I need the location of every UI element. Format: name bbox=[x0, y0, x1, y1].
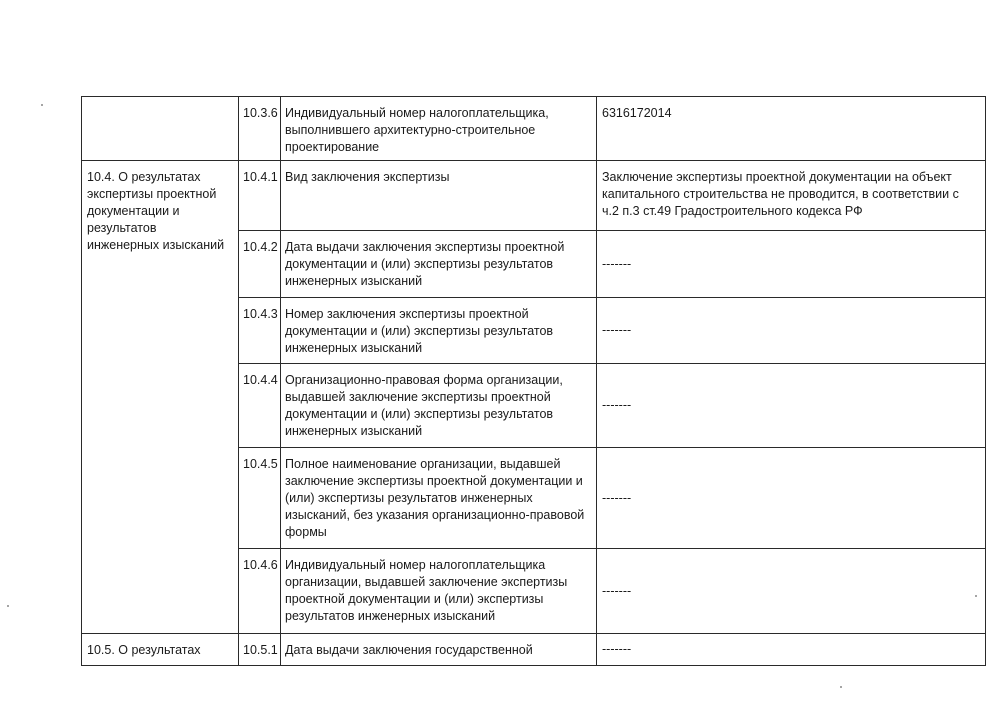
table-row bbox=[82, 161, 986, 231]
scan-speck bbox=[7, 605, 9, 607]
item-number: 10.4.3 bbox=[239, 298, 281, 364]
item-name: Номер заключения экспертизы проектной документации и (или) экспертизы результатов инженерных изысканий bbox=[281, 298, 597, 364]
item-number: 10.4.5 bbox=[239, 448, 281, 549]
item-number: 10.3.6 bbox=[239, 97, 281, 161]
item-number: 10.4.6 bbox=[239, 549, 281, 634]
item-number: 10.4.4 bbox=[239, 364, 281, 448]
item-value: ------- bbox=[597, 364, 986, 448]
item-number: 10.4.1 bbox=[239, 161, 281, 231]
item-name: Индивидуальный номер налогоплательщика, выполнившего архитектурно-строительное проектирование bbox=[281, 97, 597, 161]
item-number: 10.4.2 bbox=[239, 231, 281, 298]
section-cell bbox=[82, 97, 239, 161]
scan-speck bbox=[840, 686, 842, 688]
item-name: Индивидуальный номер налогоплательщика организации, выдавшей заключение экспертизы проектной документации и (или) экспертизы результатов инженерных изысканий bbox=[281, 549, 597, 634]
item-number: 10.5.1 bbox=[239, 634, 281, 666]
item-value: ------- bbox=[597, 448, 986, 549]
item-name: Дата выдачи заключения государственной bbox=[281, 634, 597, 666]
table-row bbox=[82, 97, 986, 161]
item-name: Дата выдачи заключения экспертизы проектной документации и (или) экспертизы результатов инженерных изысканий bbox=[281, 231, 597, 298]
scan-speck bbox=[41, 104, 43, 106]
item-name: Полное наименование организации, выдавшей заключение экспертизы проектной документации и (или) экспертизы результатов инженерных изысканий, без указания организационно-правовой формы bbox=[281, 448, 597, 549]
item-value: ------- bbox=[597, 231, 986, 298]
item-value: 6316172014 bbox=[597, 97, 986, 161]
item-value: ------- bbox=[597, 298, 986, 364]
item-name: Организационно-правовая форма организации, выдавшей заключение экспертизы проектной документации и (или) экспертизы результатов инженерных изысканий bbox=[281, 364, 597, 448]
section-cell: 10.4. О результатах экспертизы проектной документации и результатов инженерных изысканий bbox=[82, 161, 239, 634]
section-cell: 10.5. О результатах bbox=[82, 634, 239, 666]
table-row bbox=[82, 634, 986, 666]
item-value: ------- bbox=[597, 634, 986, 666]
document-table bbox=[81, 96, 986, 666]
item-value: ------- bbox=[597, 549, 986, 634]
item-value: Заключение экспертизы проектной документации на объект капитального строительства не проводится, в соответствии с ч.2 п.3 ст.49 Градостроительного кодекса РФ bbox=[597, 161, 986, 231]
item-name: Вид заключения экспертизы bbox=[281, 161, 597, 231]
scan-speck bbox=[975, 595, 977, 597]
